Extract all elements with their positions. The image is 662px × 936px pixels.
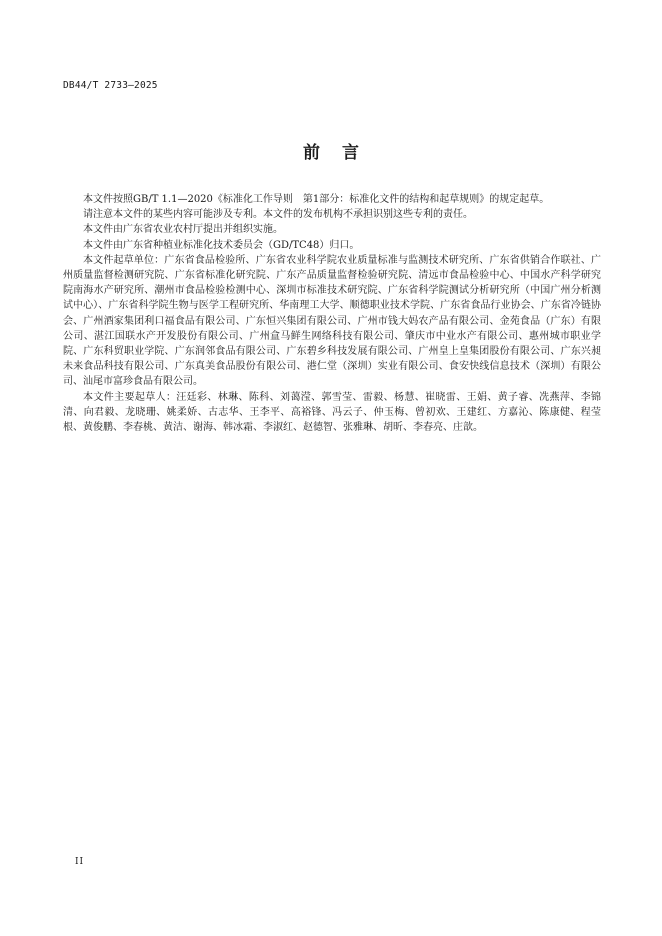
page-number: II [75,857,85,867]
document-code: DB44/T 2733—2025 [63,80,158,91]
paragraph-proposer: 本文件由广东省农业农村厅提出并组织实施。 [83,224,283,236]
paragraph-drafting-units: 本文件起草单位：广东省食品检验所、广东省农业科学院农业质量标准与监测技术研究所、广东省供销合作联社、广州质量监督检测研究院、广东省标准化研究院、广东产品质量监督检验研究院、清远市食品检验中心、中国水产科学研究院南海水产研究所、潮州市食品检验检测中心、深圳市标准技术研究院、广东省科学院测试分析研究所（中国广州分析测试中心）、广东省科学院生物与医学工程研究所、华南理工大学、顺德职业技术学院、广东省食品行业协会、广东省冷链协会、广州酒家集团利口福食品有限公司、广东恒兴集团有限公司、广州市钱大妈农产品有限公司、金苑食品（广东）有限公司、湛江国联水产开发股份有限公司、广州盒马鲜生网络科技有限公司、肇庆市中业水产有限公司、惠州城市职业学院、广东科贸职业学院、广东润邻食品有限公司、广东碧乡科技发展有限公司、广州皇上皇集团股份有限公司、广东兴昶未来食品科技有限公司、广东真美食品股份有限公司、港仁堂（深圳）实业有限公司、食安快线信息技术（深圳）有限公司、汕尾市富珍食品有限公司。 [63,254,601,388]
page-title: 前言 [303,143,381,163]
paragraph-patent-notice: 请注意本文件的某些内容可能涉及专利。本文件的发布机构不承担识别这些专利的责任。 [83,209,473,221]
paragraph-technical-committee: 本文件由广东省种植业标准化技术委员会（GD/TC48）归口。 [83,239,360,251]
paragraph-drafters: 本文件主要起草人：汪廷彩、林琳、陈科、刘蔼滢、郭雪莹、雷毅、杨慧、崔晓雷、王娟、黄子睿、冼燕萍、李锦清、向君毅、龙晓珊、姚柔娇、古志华、王李平、高裕锋、冯云子、仲玉梅、曾初欢、王建红、方嘉沁、陈康健、程莹根、黄俊鹏、李春桃、黄洁、谢海、韩冰霜、李淑红、赵德智、张雅琳、胡昕、李春亮、庄歆。 [63,391,601,434]
paragraph-drafting-rules: 本文件按照GB/T 1.1—2020《标准化工作导则 第1部分：标准化文件的结构和起草规则》的规定起草。 [83,194,550,205]
foreword-body [63,192,601,435]
